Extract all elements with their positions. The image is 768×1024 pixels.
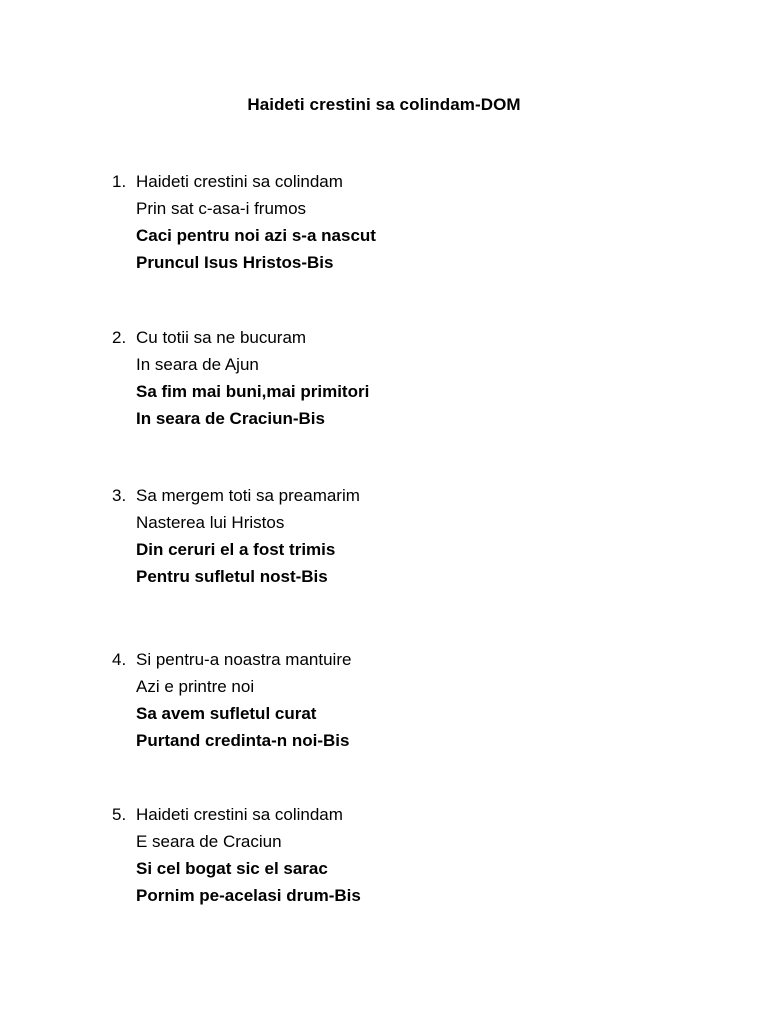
verse-line: Cu totii sa ne bucuram [136,328,307,347]
refrain-line: Purtand credinta-n noi-Bis [136,731,350,750]
verse-line: Haideti crestini sa colindam [136,805,343,824]
verse-line: Sa mergem toti sa preamarim [136,486,360,505]
refrain-line: Caci pentru noi azi s-a nascut [136,226,376,245]
verse-line: E seara de Craciun [136,832,282,851]
refrain-line: Sa avem sufletul curat [136,704,317,723]
stanza-number: 4. [112,650,127,669]
refrain-line: Pornim pe-acelasi drum-Bis [136,886,361,905]
stanza-number: 5. [112,805,127,824]
refrain-line: Pentru sufletul nost-Bis [136,567,328,586]
verse-line: In seara de Ajun [136,355,259,374]
refrain-line: Si cel bogat sic el sarac [136,859,328,878]
refrain-line: Pruncul Isus Hristos-Bis [136,253,334,272]
refrain-line: Din ceruri el a fost trimis [136,540,336,559]
document-title: Haideti crestini sa colindam-DOM [247,95,521,114]
refrain-line: Sa fim mai buni,mai primitori [136,382,370,401]
stanza-number: 3. [112,486,127,505]
verse-line: Haideti crestini sa colindam [136,172,343,191]
stanza-number: 1. [112,172,127,191]
verse-line: Azi e printre noi [136,677,255,696]
verse-line: Nasterea lui Hristos [136,513,285,532]
refrain-line: In seara de Craciun-Bis [136,409,325,428]
verse-line: Prin sat c-asa-i frumos [136,199,307,218]
stanza-number: 2. [112,328,127,347]
verse-line: Si pentru-a noastra mantuire [136,650,352,669]
